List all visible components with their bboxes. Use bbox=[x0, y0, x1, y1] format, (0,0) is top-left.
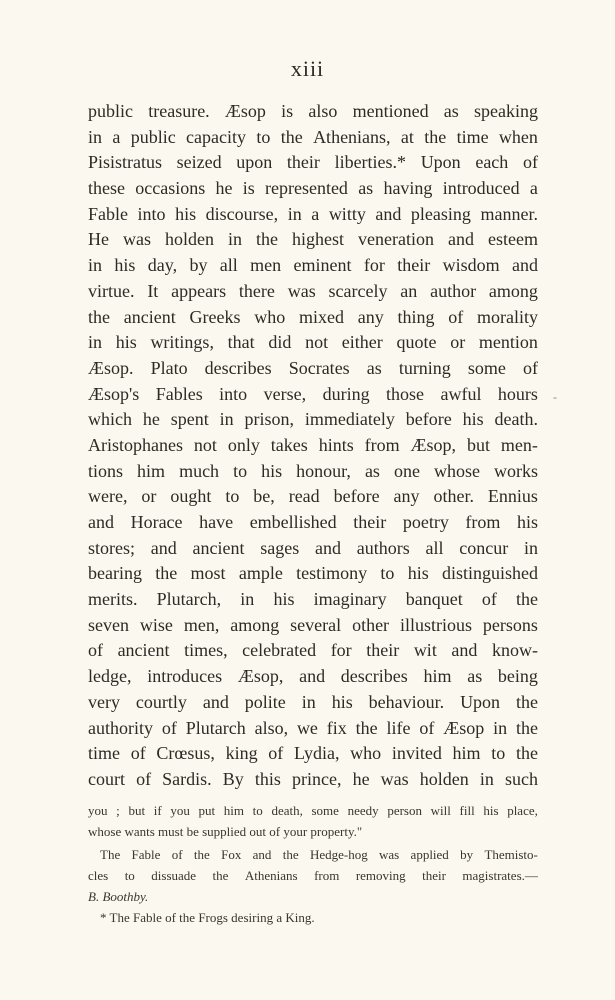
text-line: stores; and ancient sages and authors all concur in bbox=[88, 537, 538, 558]
text-line: public treasure. Æsop is also mentioned as speaking bbox=[88, 101, 538, 121]
text-line: ledge, introduces Æsop, and describes him as being bbox=[88, 666, 538, 687]
text-line: authority of Plutarch also, we fix the life of Æsop in the bbox=[88, 717, 538, 738]
footnote-line: you ; but if you put him to death, some needy person will fill his place, bbox=[88, 803, 538, 818]
text-line: in a public capacity to the Athenians, at the time when bbox=[88, 126, 538, 147]
footnote-line: * The Fable of the Frogs desiring a King. bbox=[100, 910, 315, 925]
text-line: Æsop. Plato describes Socrates as turning some of bbox=[88, 357, 538, 378]
text-line: merits. Plutarch, in his imaginary banquet of the bbox=[88, 589, 538, 610]
text-line: tions him much to his honour, as one whose works bbox=[88, 460, 538, 481]
text-line: time of Crœsus, king of Lydia, who invited him to the bbox=[88, 743, 538, 764]
text-line: in his writings, that did not either quote or mention bbox=[88, 332, 538, 353]
footnote-line: The Fable of the Fox and the Hedge-hog was applied by Themisto- bbox=[100, 847, 538, 862]
text-line: very courtly and polite in his behaviour. Upon the bbox=[88, 691, 538, 712]
text-line: Fable into his discourse, in a witty and pleasing manner. bbox=[88, 203, 538, 224]
text-line: the ancient Greeks who mixed any thing of morality bbox=[88, 306, 538, 327]
text-line: Pisistratus seized upon their liberties.* Upon each of bbox=[88, 152, 538, 173]
text-line: these occasions he is represented as having introduced a bbox=[88, 178, 538, 199]
text-line: which he spent in prison, immediately before his death. bbox=[88, 409, 538, 430]
page-number: xiii bbox=[290, 56, 325, 81]
margin-mark: - bbox=[553, 390, 557, 404]
text-line: in his day, by all men eminent for their wisdom and bbox=[88, 255, 538, 276]
text-line: of ancient times, celebrated for their wit and know- bbox=[88, 640, 538, 661]
text-line: virtue. It appears there was scarcely an author among bbox=[88, 280, 538, 301]
footnote-line: cles to dissuade the Athenians from removing their magistrates.— bbox=[88, 868, 538, 883]
text-line: were, or ought to be, read before any other. Ennius bbox=[88, 486, 538, 507]
text-line: seven wise men, among several other illustrious persons bbox=[88, 614, 538, 635]
text-line: He was holden in the highest veneration and esteem bbox=[88, 229, 538, 250]
text-line: court of Sardis. By this prince, he was holden in such bbox=[88, 768, 538, 789]
footnote-line: whose wants must be supplied out of your property." bbox=[88, 824, 363, 839]
text-line: and Horace have embellished their poetry from his bbox=[88, 512, 538, 532]
text-line: Æsop's Fables into verse, during those awful hours bbox=[88, 383, 538, 404]
text-line: bearing the most ample testimony to his distinguished bbox=[88, 563, 538, 584]
text-line: Aristophanes not only takes hints from Æsop, but men- bbox=[88, 434, 538, 455]
footnotes bbox=[88, 800, 538, 928]
body-text bbox=[88, 99, 538, 793]
footnote-attribution: B. Boothby. bbox=[88, 889, 149, 904]
